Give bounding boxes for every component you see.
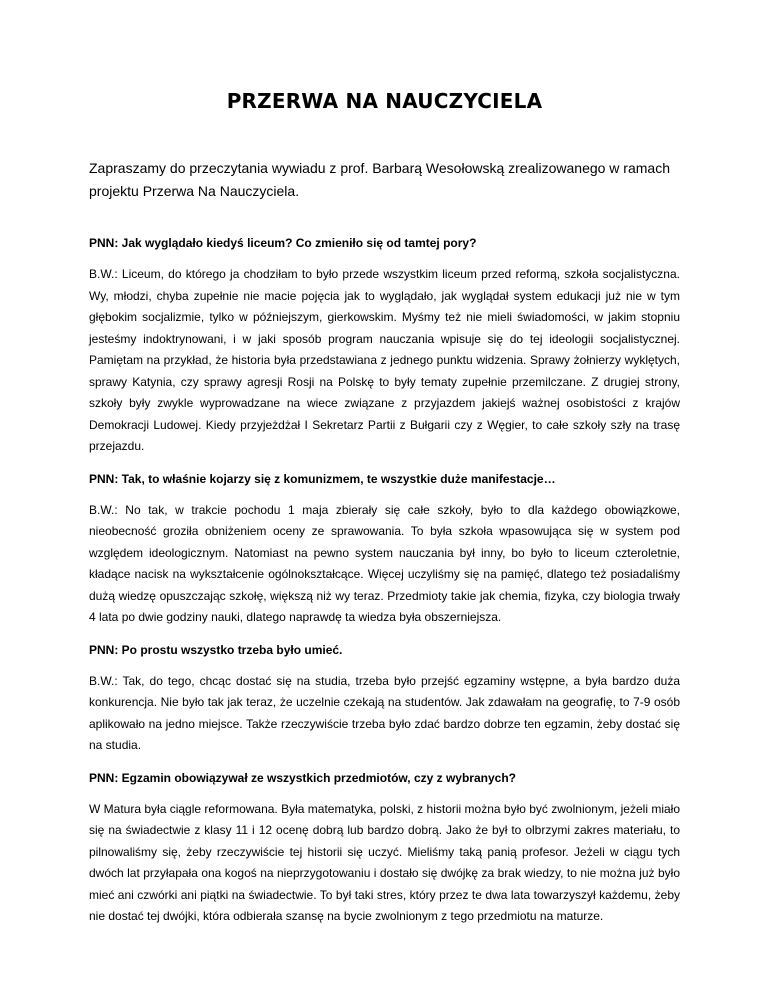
interview-answer: B.W.: No tak, w trakcie pochodu 1 maja zbierały się całe szkoły, było to dla każdego obowiązkowe, nieobecność groziła obniżeniem oceny ze sprawowania. To była szkoła wpasowująca się w system pod względem ideologicznym. Natomiast na pewno system nauczania był inny, bo było to liceum czteroletnie, kładące nacisk na wykształcenie ogólnokształcące. Więcej uczyliśmy się na pamięć, dlatego też posiadaliśmy dużą wiedzę opuszczając szkołę, większą niż wy teraz. Przedmioty takie jak chemia, fizyka, czy biologia trwały 4 lata po dwie godziny nauki, dlatego naprawdę ta wiedza była obszerniejsza. [89, 502, 680, 624]
interview-question: PNN: Jak wyglądało kiedyś liceum? Co zmieniło się od tamtej pory? [89, 236, 477, 250]
interview-section [89, 233, 680, 928]
interview-question: PNN: Po prostu wszystko trzeba było umieć. [89, 642, 343, 657]
interview-answer: B.W.: Tak, do tego, chcąc dostać się na studia, trzeba było przejść egzaminy wstępne, a była bardzo duża konkurencja. Nie było tak jak teraz, że uczelnie czekają na studentów. Jak zdawałam na geografię, to 7-9 osób aplikowało na jedno miejsce. Także rzeczywiście trzeba było zdać bardzo dobrze ten egzamin, żeby dostać się na studia. [89, 673, 680, 752]
interview-question: PNN: Egzamin obowiązywał ze wszystkich przedmiotów, czy z wybranych? [89, 770, 516, 785]
interview-answer: W Matura była ciągle reformowana. Była matematyka, polski, z historii można było być zwolnionym, jeżeli miało się na świadectwie z klasy 11 i 12 ocenę dobrą lub bardzo dobrą. Jako że był to olbrzymi zakres materiału, to pilnowaliśmy się, żeby rzeczywiście tej historii się uczyć. Mieliśmy taką panią profesor. Jeżeli w ciągu tych dwóch lat przyłapała ona kogoś na nieprzygotowaniu i dostało się dwójkę za brak wiedzy, to nie można już było mieć ani czwórki ani piątki na świadectwie. To był taki stres, który przez te dwa lata towarzyszył każdemu, żeby nie dostać tej dwójki, która odbierała szansę na bycie zwolnionym z tego przedmiotu na maturze. [89, 801, 680, 923]
interview-question: PNN: Tak, to właśnie kojarzy się z komunizmem, te wszystkie duże manifestacje… [89, 471, 556, 486]
document-title: PRZERWA NA NAUCZYCIELA [226, 89, 543, 113]
intro-paragraph: Zapraszamy do przeczytania wywiadu z prof. Barbarą Wesołowską zrealizowanego w ramach projektu Przerwa Na Nauczyciela. [89, 160, 670, 199]
interview-answer: B.W.: Liceum, do którego ja chodziłam to było przede wszystkim liceum przed reformą, szkoła socjalistyczna. Wy, młodzi, chyba zupełnie nie macie pojęcia jak to wyglądało, jak wyglądał system edukacji już nie w tym głębokim socjalizmie, tylko w późniejszym, gierkowskim. Myśmy też nie mieli świadomości, w jakim stopniu jesteśmy indoktrynowani, i w jaki sposób program nauczania wpisuje się do tej ideologii socjalistycznej. Pamiętam na przykład, że historia była przedstawiana z jednego punktu widzenia. Sprawy żołnierzy wyklętych, sprawy Katynia, czy sprawy agresji Rosji na Polskę to były tematy zupełnie przemilczane. Z drugiej strony, szkoły były zwykle wyprowadzane na wiece związane z przyjazdem jakiejś ważnej osobistości z krajów Demokracji Ludowej. Kiedy przyjeżdżał I Sekretarz Partii z Bułgarii czy z Węgier, to całe szkoły szły na trasę przejazdu. [89, 267, 680, 453]
